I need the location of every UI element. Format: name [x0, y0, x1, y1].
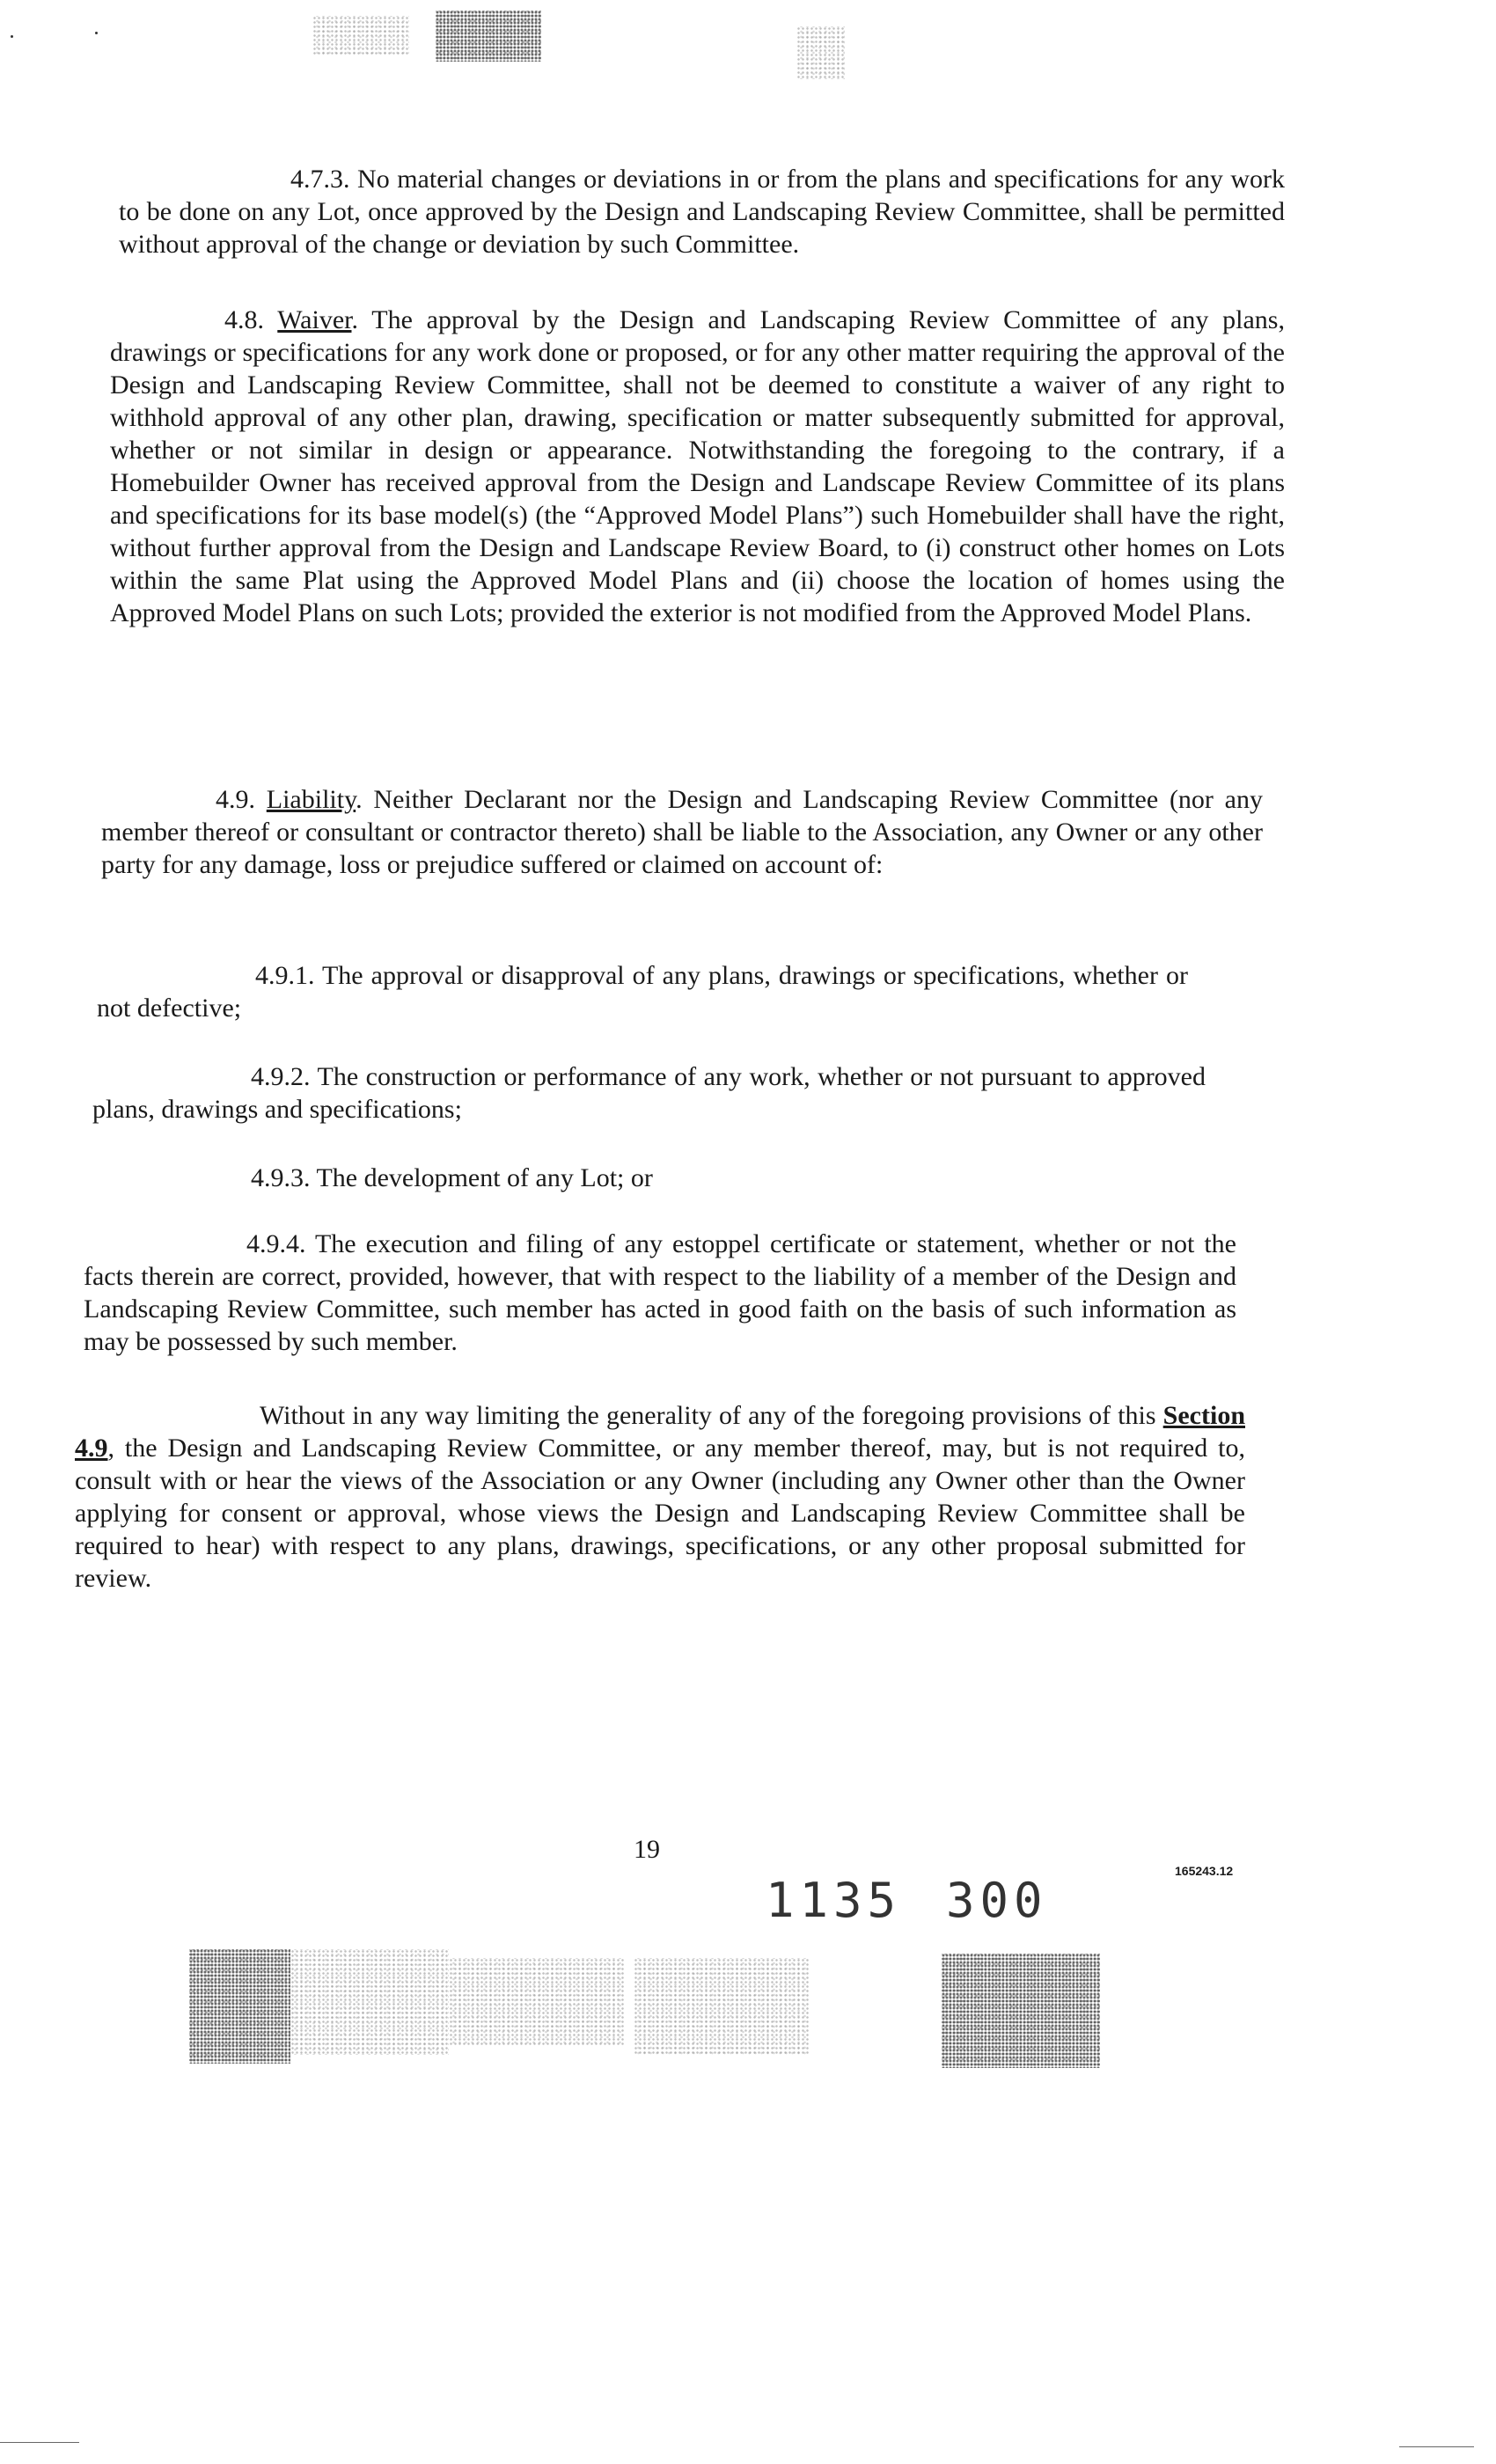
section-4-7-3	[119, 163, 1285, 260]
section-4-9-1	[97, 959, 1188, 1024]
section-number: 4.9.2.	[251, 1062, 311, 1091]
section-body: The execution and filing of any estoppel certificate or statement, whether or not the facts therein are correct, provided, however, that with respect to the liability of a member of the Design and Landscaping Review Committee, such member has acted in good faith on the basis of such information as may be possessed by such member.	[84, 1229, 1236, 1356]
scan-edge-line	[1399, 2446, 1474, 2447]
section-reference: Section 4.9	[75, 1401, 1245, 1463]
scan-noise-bottom-left-faint	[290, 1949, 449, 2055]
section-body: . The approval by the Design and Landscaping Review Committee of any plans, drawings or specifications for any work done or proposed, or for any other matter requiring the approval of the Design and Landscaping Review Committee, shall not be deemed to constitute a waiver of any right to withhold approval of any other plan, drawing, specification or matter subsequently submitted for approval, whether or not similar in design or appearance. Notwithstanding the foregoing to the contrary, if a Homebuilder Owner has received approval from the Design and Landscape Review Committee of its plans and specifications for its base model(s) (the “Approved Model Plans”) such Homebuilder shall have the right, without further approval from the Design and Landscape Review Board, to (i) construct other homes on Lots within the same Plat using the Approved Model Plans and (ii) choose the location of homes using the Approved Model Plans on such Lots; provided the exterior is not modified from the Approved Model Plans.	[110, 305, 1285, 627]
scan-speck	[95, 32, 98, 34]
document-reference: 165243.12	[1175, 1864, 1234, 1878]
section-body: The approval or disapproval of any plans, drawings or specifications, whether or not defective;	[97, 961, 1188, 1023]
scan-noise-bottom-left	[189, 1949, 290, 2064]
scan-edge-line	[0, 2442, 79, 2443]
recording-stamp-book: 1135	[766, 1873, 902, 1928]
section-4-8	[110, 304, 1285, 629]
section-4-9	[101, 783, 1263, 881]
scan-noise-bottom-right	[942, 1954, 1100, 2068]
closing-lead: Without in any way limiting the generality of any of the foregoing provisions of this	[260, 1401, 1156, 1430]
scan-noise-bottom-mid	[449, 1958, 625, 2046]
section-number: 4.9.	[216, 785, 255, 814]
recording-stamp-page: 300	[946, 1873, 1048, 1928]
section-4-9-2	[92, 1060, 1206, 1126]
section-4-9-3	[251, 1162, 653, 1194]
closing-body: , the Design and Landscaping Review Committee, or any member thereof, may, but is not required to, consult with or hear the views of the Association or any Owner (including any Owner other than the Owner applying for consent or approval, whose views the Design and Landscaping Review Committee shall be required to hear) with respect to any plans, drawings, specifications, or any other proposal submitted for review.	[75, 1434, 1245, 1593]
scan-noise-bottom-mid2	[634, 1958, 810, 2055]
section-number: 4.9.3.	[251, 1163, 311, 1192]
section-body: . Neither Declarant nor the Design and Landscaping Review Committee (nor any member thereof or consultant or contractor thereto) shall be liable to the Association, any Owner or any other party for any damage, loss or prejudice suffered or claimed on account of:	[101, 785, 1263, 879]
section-4-9-4	[84, 1228, 1236, 1358]
section-number: 4.7.3.	[290, 165, 350, 194]
section-number: 4.9.4.	[246, 1229, 306, 1258]
scan-noise-top	[436, 11, 541, 62]
scan-speck	[11, 35, 13, 38]
section-number: 4.9.1.	[255, 961, 315, 990]
section-body: No material changes or deviations in or from the plans and specifications for any work to be done on any Lot, once approved by the Design and Landscaping Review Committee, shall be permitted without approval of the change or deviation by such Committee.	[119, 165, 1286, 259]
section-heading: Waiver	[277, 305, 352, 334]
section-body: The development of any Lot; or	[316, 1163, 653, 1192]
scan-noise-top-right	[796, 26, 845, 79]
section-heading: Liability	[266, 785, 356, 814]
scan-noise-top-faint	[312, 16, 409, 55]
section-body: The construction or performance of any work, whether or not pursuant to approved plans, drawings and specifications;	[92, 1062, 1206, 1124]
section-4-9-closing	[75, 1399, 1245, 1595]
section-number: 4.8.	[224, 305, 264, 334]
page-number: 19	[634, 1835, 660, 1864]
